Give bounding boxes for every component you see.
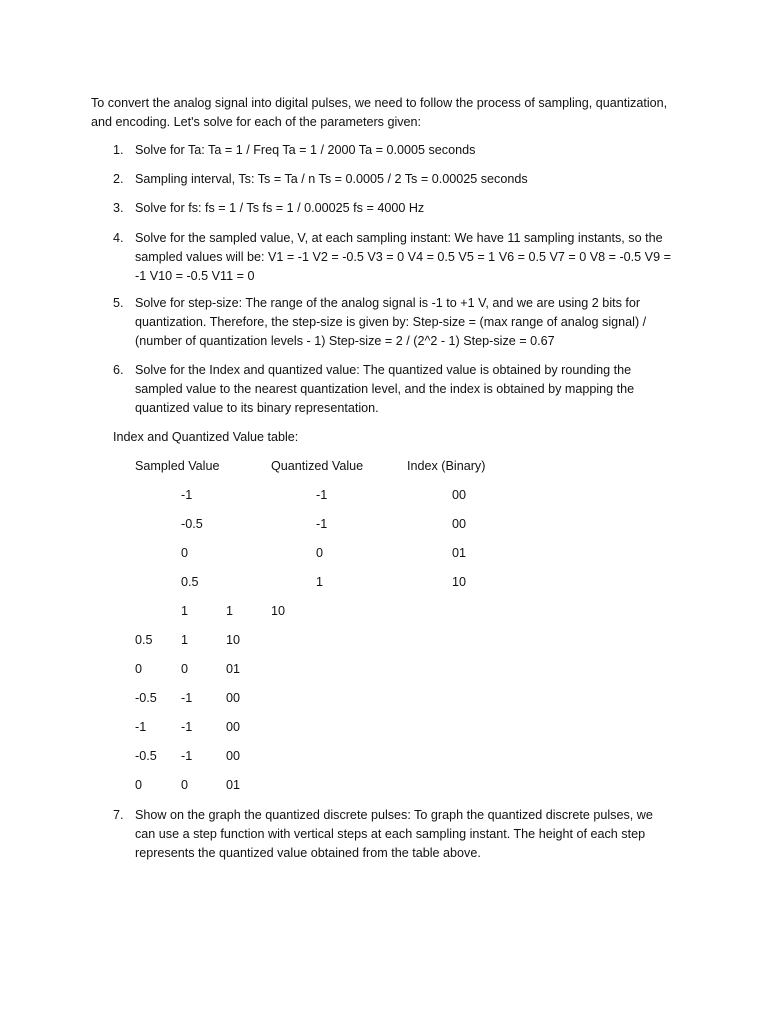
step-text: Solve for step-size: The range of the analog signal is -1 to +1 V, and we are using 2 bits for quantization. Therefore, the step-size is given by: Step-size = (max range of analog signal) / (number of quantization levels - 1) Step-size = 2 / (2^2 - 1) Step-size = 0.67 (135, 296, 647, 348)
table-cell: 01 (226, 778, 241, 792)
step-number: 5. (113, 296, 124, 310)
table-cell: -0.5 (135, 749, 157, 763)
table-cell: 0 (181, 778, 189, 792)
table-cell: 00 (226, 691, 241, 705)
step-text: Solve for the sampled value, V, at each sampling instant: We have 11 sampling instants, so the sampled values will be: V1 = -1 V2 = -0.5 V3 = 0 V4 = 0.5 V5 = 1 V6 = 0.5 V7 = 0 V8 = -0.5 V9 = -1 V10 = -0.5 V11 = 0 (135, 231, 671, 283)
step-number: 6. (113, 363, 124, 377)
table-cell: 0 (135, 662, 143, 676)
table-cell: -1 (316, 517, 328, 531)
table-cell: 1 (181, 633, 189, 647)
table-header-index: Index (Binary) (407, 459, 486, 473)
table-cell: -1 (181, 720, 193, 734)
step-text: Solve for Ta: Ta = 1 / Freq Ta = 1 / 2000 Ta = 0.0005 seconds (135, 143, 476, 157)
step-number: 7. (113, 808, 124, 822)
table-cell: -1 (181, 749, 193, 763)
step-text: Solve for the Index and quantized value: The quantized value is obtained by rounding the sampled value to the nearest quantization level, and the index is obtained by mapping the quantized value to its binary representation. (135, 363, 635, 415)
table-cell: 1 (316, 575, 324, 589)
step-number: 1. (113, 143, 124, 157)
table-cell: -1 (135, 720, 147, 734)
table-cell: 1 (181, 604, 189, 618)
step-text: Sampling interval, Ts: Ts = Ta / n Ts = 0.0005 / 2 Ts = 0.00025 seconds (135, 172, 528, 186)
table-cell: 0.5 (135, 633, 153, 647)
table-header-quantized: Quantized Value (271, 459, 364, 473)
table-cell: 01 (452, 546, 467, 560)
step-number: 4. (113, 231, 124, 245)
table-cell: 00 (226, 720, 241, 734)
step-text: Show on the graph the quantized discrete pulses: To graph the quantized discrete pulses, we can use a step function with vertical steps at each sampling instant. The height of each step represents the quantized value obtained from the table above. (135, 808, 653, 860)
table-cell: -0.5 (135, 691, 157, 705)
table-cell: 00 (452, 488, 467, 502)
table-cell: 1 (226, 604, 234, 618)
table-cell: -1 (181, 488, 193, 502)
table-cell: 10 (452, 575, 467, 589)
table-cell: -1 (316, 488, 328, 502)
table-cell: 00 (226, 749, 241, 763)
table-cell: 10 (226, 633, 241, 647)
step-text: Solve for fs: fs = 1 / Ts fs = 1 / 0.00025 fs = 4000 Hz (135, 201, 425, 215)
table-cell: 0 (316, 546, 324, 560)
table-cell: 0 (181, 662, 189, 676)
table-cell: 0.5 (181, 575, 199, 589)
step-number: 2. (113, 172, 124, 186)
table-cell: 10 (271, 604, 286, 618)
table-cell: -1 (181, 691, 193, 705)
table-cell: 00 (452, 517, 467, 531)
step-number: 3. (113, 201, 124, 215)
table-caption: Index and Quantized Value table: (113, 430, 299, 444)
table-cell: -0.5 (181, 517, 203, 531)
table-header-sampled: Sampled Value (135, 459, 220, 473)
intro-paragraph: To convert the analog signal into digital pulses, we need to follow the process of sampling, quantization, and encoding. Let's solve for each of the parameters given: (91, 96, 668, 129)
table-cell: 0 (135, 778, 143, 792)
table-cell: 0 (181, 546, 189, 560)
table-cell: 01 (226, 662, 241, 676)
